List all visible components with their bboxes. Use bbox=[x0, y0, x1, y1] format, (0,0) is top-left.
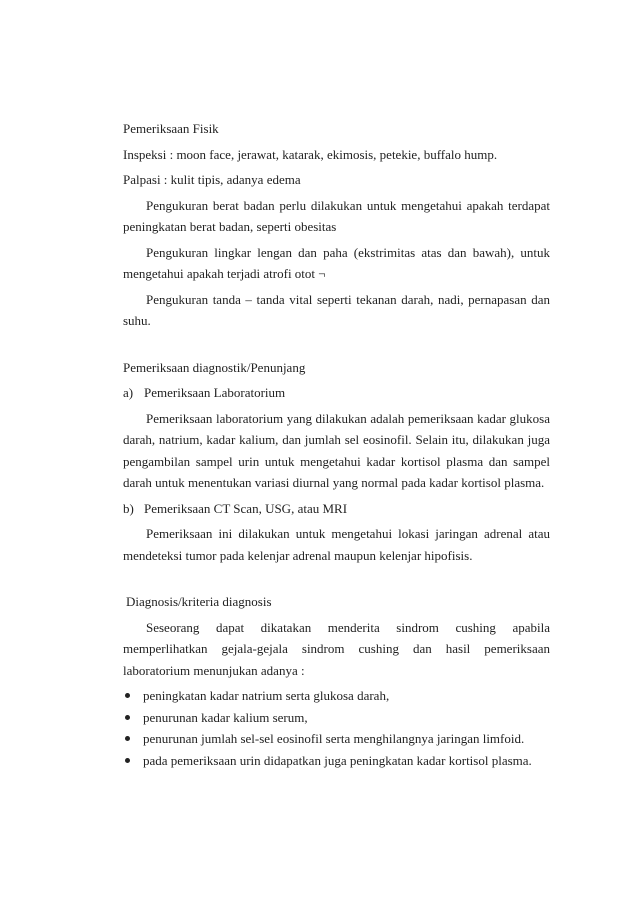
spacer bbox=[123, 570, 550, 591]
section-heading-fisik: Pemeriksaan Fisik bbox=[123, 121, 219, 136]
paragraph-tanda-vital: Pengukuran tanda – tanda vital seperti tekanan darah, nadi, pernapasan dan suhu. bbox=[123, 291, 550, 328]
paragraph-laboratorium: Pemeriksaan laboratorium yang dilakukan adalah pemeriksaan kadar glukosa darah, natrium, kadar kalium, dan jumlah sel eosinofil. Selain itu, dilakukan juga pengambilan sampel urin untuk mengetahui kadar kortisol plasma dan sampel darah untuk menentukan variasi diurnal yang normal pada kadar kortisol plasma. bbox=[123, 410, 550, 490]
palpasi-line: Palpasi : kulit tipis, adanya edema bbox=[123, 172, 301, 187]
document-page bbox=[123, 118, 550, 771]
spacer bbox=[123, 336, 550, 357]
subheading-ct-scan-title: Pemeriksaan CT Scan, USG, atau MRI bbox=[144, 500, 348, 516]
list-label-a: a) bbox=[123, 385, 134, 400]
inspeksi-line: Inspeksi : moon face, jerawat, katarak, ekimosis, petekie, buffalo hump. bbox=[123, 146, 498, 162]
list-item-text: peningkatan kadar natrium serta glukosa darah, bbox=[143, 688, 390, 703]
list-item bbox=[123, 750, 550, 772]
list-item-text: penurunan kadar kalium serum, bbox=[143, 709, 308, 725]
list-item-text: penurunan jumlah sel-sel eosinofil serta menghilangnya jaringan limfoid. bbox=[143, 731, 525, 746]
bullet-icon bbox=[125, 715, 130, 720]
subheading-laboratorium bbox=[123, 382, 550, 404]
list-item-text: pada pemeriksaan urin didapatkan juga peningkatan kadar kortisol plasma. bbox=[143, 752, 532, 768]
paragraph-lingkar-lengan: Pengukuran lingkar lengan dan paha (ekstrimitas atas dan bawah), untuk mengetahui apakah terjadi atrofi otot ¬ bbox=[123, 244, 550, 281]
list-item bbox=[123, 728, 550, 750]
bullet-icon bbox=[125, 693, 130, 698]
bullet-icon bbox=[125, 736, 130, 741]
list-item bbox=[123, 685, 550, 707]
paragraph-berat-badan: Pengukuran berat badan perlu dilakukan untuk mengetahui apakah terdapat peningkatan berat badan, seperti obesitas bbox=[123, 197, 550, 234]
section-heading-diagnostik: Pemeriksaan diagnostik/Penunjang bbox=[123, 359, 306, 375]
paragraph-ct-scan: Pemeriksaan ini dilakukan untuk mengetahui lokasi jaringan adrenal atau mendeteksi tumor pada kelenjar adrenal maupun kelenjar hipofisis. bbox=[123, 526, 550, 563]
criteria-list bbox=[123, 685, 550, 771]
bullet-icon bbox=[125, 758, 130, 763]
subheading-ct-scan bbox=[123, 498, 550, 520]
list-item bbox=[123, 707, 550, 729]
section-heading-kriteria: Diagnosis/kriteria diagnosis bbox=[126, 594, 272, 609]
list-label-b: b) bbox=[123, 500, 134, 516]
subheading-laboratorium-title: Pemeriksaan Laboratorium bbox=[144, 385, 286, 400]
paragraph-kriteria: Seseorang dapat dikatakan menderita sindrom cushing apabila memperlihatkan gejala-gejala sindrom cushing dan hasil pemeriksaan laboratorium menunjukan adanya : bbox=[123, 619, 550, 678]
